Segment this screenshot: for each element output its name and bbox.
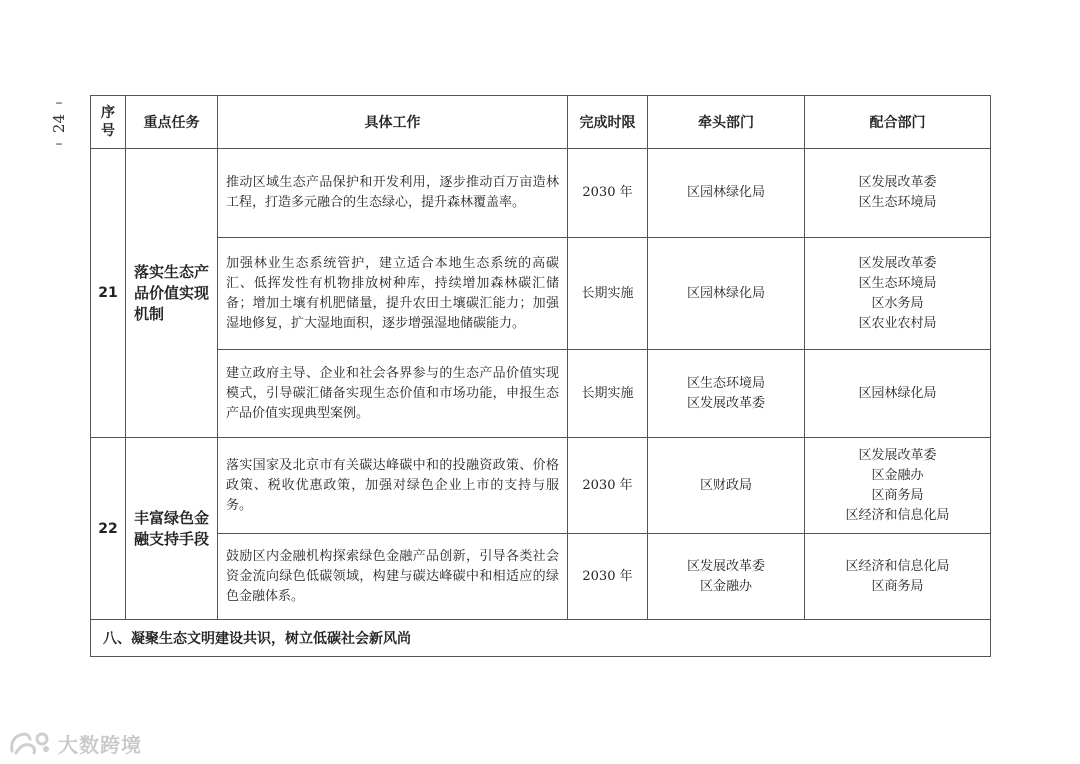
task-name: 丰富绿色金融支持手段	[126, 438, 218, 620]
deadline: 2030 年	[568, 534, 648, 620]
task-table	[90, 95, 991, 657]
header-support: 配合部门	[805, 96, 991, 149]
table-row	[91, 149, 991, 238]
section-heading: 八、凝聚生态文明建设共识，树立低碳社会新风尚	[91, 620, 991, 657]
work-description: 鼓励区内金融机构探索绿色金融产品创新，引导各类社会资金流向绿色低碳领域，构建与碳达峰碳中和相适应的绿色金融体系。	[218, 534, 568, 620]
lead-department: 区园林绿化局	[648, 149, 805, 238]
table-row	[91, 438, 991, 534]
watermark	[8, 726, 142, 760]
support-departments: 区发展改革委 区金融办 区商务局 区经济和信息化局	[805, 438, 991, 534]
support-departments: 区经济和信息化局 区商务局	[805, 534, 991, 620]
header-lead: 牵头部门	[648, 96, 805, 149]
support-departments: 区园林绿化局	[805, 350, 991, 438]
deadline: 长期实施	[568, 350, 648, 438]
header-task: 重点任务	[126, 96, 218, 149]
support-departments: 区发展改革委 区生态环境局 区水务局 区农业农村局	[805, 238, 991, 350]
logo-icon	[8, 729, 54, 757]
work-description: 落实国家及北京市有关碳达峰碳中和的投融资政策、价格政策、税收优惠政策，加强对绿色企业上市的支持与服务。	[218, 438, 568, 534]
header-work: 具体工作	[218, 96, 568, 149]
deadline: 长期实施	[568, 238, 648, 350]
watermark-text: 大数跨境	[58, 732, 142, 757]
header-deadline: 完成时限	[568, 96, 648, 149]
page-number-dash-bottom: –	[55, 136, 63, 153]
lead-department: 区园林绿化局	[648, 238, 805, 350]
lead-department: 区发展改革委 区金融办	[648, 534, 805, 620]
work-description: 推动区域生态产品保护和开发利用，逐步推动百万亩造林工程，打造多元融合的生态绿心，提升森林覆盖率。	[218, 149, 568, 238]
lead-department: 区生态环境局 区发展改革委	[648, 350, 805, 438]
table-header-row	[91, 96, 991, 149]
page-number	[48, 96, 70, 166]
deadline: 2030 年	[568, 438, 648, 534]
deadline: 2030 年	[568, 149, 648, 238]
table-row	[91, 238, 991, 350]
section-heading-row	[91, 620, 991, 657]
table-row	[91, 534, 991, 620]
table-row	[91, 350, 991, 438]
page-number-dash-top: –	[55, 95, 63, 111]
work-description: 建立政府主导、企业和社会各界参与的生态产品价值实现模式，引导碳汇储备实现生态价值和市场功能，申报生态产品价值实现典型案例。	[218, 350, 568, 438]
header-no: 序号	[91, 96, 126, 149]
row-number: 21	[91, 149, 126, 438]
task-name: 落实生态产品价值实现机制	[126, 149, 218, 438]
row-number: 22	[91, 438, 126, 620]
support-departments: 区发展改革委 区生态环境局	[805, 149, 991, 238]
work-description: 加强林业生态系统管护，建立适合本地生态系统的高碳汇、低挥发性有机物排放树种库，持续增加森林碳汇储备；增加土壤有机肥储量，提升农田土壤碳汇能力；加强湿地修复，扩大湿地面积，逐步增强湿地储碳能力。	[218, 238, 568, 350]
lead-department: 区财政局	[648, 438, 805, 534]
page-number-value: 24	[50, 114, 68, 134]
